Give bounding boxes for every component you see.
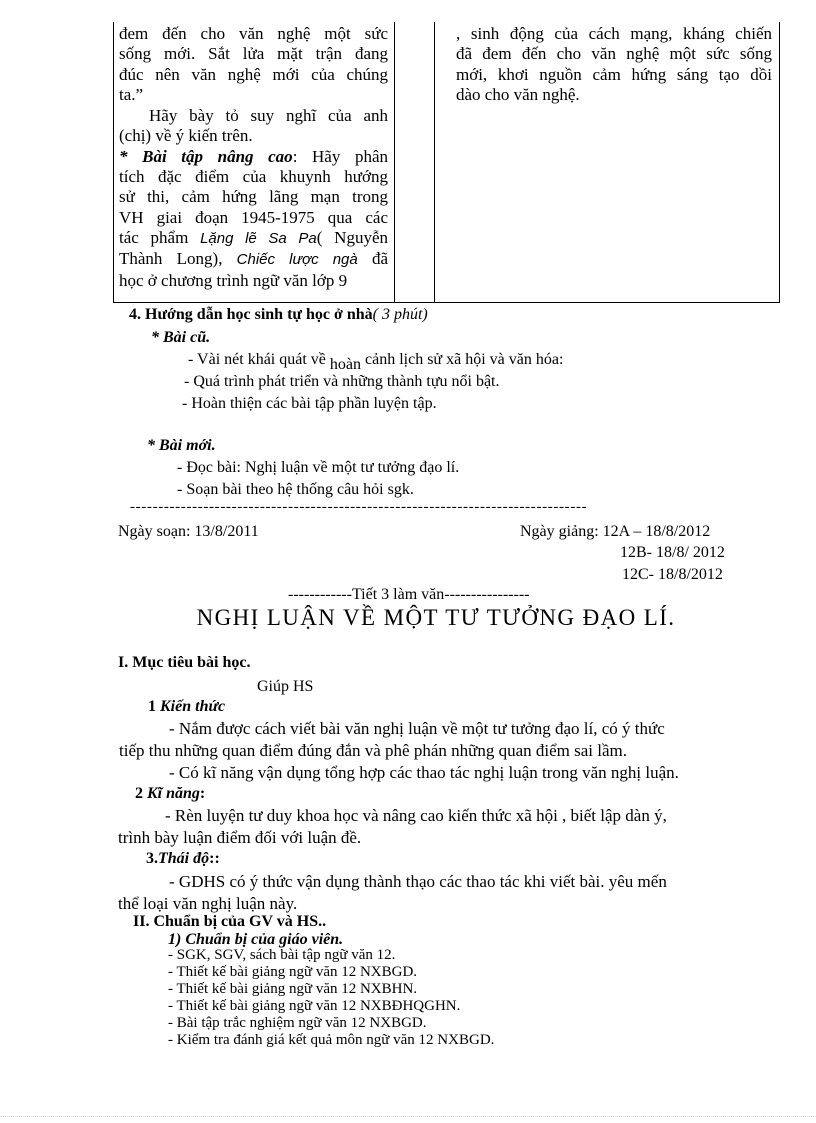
teacher-preparation-heading: 1) Chuẩn bị của giáo viên. (168, 931, 344, 948)
list-item: - Thiết kế bài giảng ngữ văn 12 NXBĐHQGHN. (168, 998, 461, 1014)
cell-line: mới, khơi nguồn cảm hứng sáng tạo dồi (456, 64, 772, 84)
attitude-text: thể loại văn nghị luận này. (118, 894, 298, 913)
cell-line: đem đến cho văn nghệ một sức (119, 24, 388, 43)
list-item: - Thiết kế bài giảng ngữ văn 12 NXBGD. (168, 964, 418, 980)
list-item: - Thiết kế bài giảng ngữ văn 12 NXBHN. (168, 981, 418, 997)
page-title: NGHỊ LUẬN VỀ MỘT TƯ TƯỞNG ĐẠO LÍ. (196, 605, 676, 630)
materials-list (168, 947, 494, 1049)
cell-line: tích đặc điểm của khuynh hướng (119, 167, 388, 187)
knowledge-text: - Có kĩ năng vận dụng tổng hợp các thao tác nghị luận trong văn nghị luận. (169, 763, 679, 782)
homework-heading: 4. Hướng dẫn học sinh tự học ở nhà( 3 phút) (129, 306, 428, 323)
cell-line: sống mới. Sắt lửa mặt trận đang (119, 44, 388, 64)
table-cell-activity (119, 24, 388, 291)
new-lesson-item: - Soạn bài theo hệ thống câu hỏi sgk. (177, 481, 414, 498)
skills-text: - Rèn luyện tư duy khoa học và nâng cao kiến thức xã hội , biết lập dàn ý, (165, 806, 667, 825)
cell-line: ta.” (119, 84, 144, 104)
knowledge-text: tiếp thu những quan điểm đúng đắn và phê phán những quan điểm sai lầm. (119, 741, 628, 760)
teach-date: 12C- 18/8/2012 (622, 566, 723, 583)
list-item: - Bài tập trắc nghiệm ngữ văn 12 NXBGD. (168, 1015, 427, 1031)
table-border-col1 (394, 22, 395, 303)
advanced-exercise-line: * Bài tập nâng cao: Hãy phân (119, 146, 388, 166)
advanced-exercise-label: * Bài tập nâng cao (119, 146, 293, 166)
table-border-left (113, 22, 114, 303)
divider: --------------------------------------------------------------------------------- (130, 499, 588, 515)
lesson-subtitle: ------------Tiết 3 làm văn---------------- (288, 586, 530, 603)
cell-line: dào cho văn nghệ. (456, 84, 580, 104)
teach-date: Ngày giảng: 12A – 18/8/2012 (520, 523, 711, 540)
cell-line: đúc nên văn nghệ mới của chúng (119, 64, 388, 84)
new-lesson-item: - Đọc bài: Nghị luận về một tư tưởng đạo lí. (177, 459, 460, 476)
cell-line: Hãy bày tỏ suy nghĩ của anh (149, 106, 388, 126)
table-cell-content (456, 24, 772, 105)
table-border-bottom (113, 302, 780, 303)
attitude-text: - GDHS có ý thức vận dụng thành thạo các thao tác khi viết bài. yêu mến (169, 872, 667, 891)
prep-date: Ngày soạn: 13/8/2011 (118, 523, 259, 540)
knowledge-text: - Nắm được cách viết bài văn nghị luận về một tư tưởng đạo lí, có ý thức (169, 719, 665, 738)
preparation-heading: II. Chuẩn bị của GV và HS.. (133, 913, 327, 930)
cell-line: (chị) về ý kiến trên. (119, 126, 253, 146)
cell-line: tác phẩm Lặng lẽ Sa Pa( Nguyễn (119, 227, 388, 247)
cell-line: học ở chương trình ngữ văn lớp 9 (119, 270, 348, 290)
old-lesson-label: * Bài cũ. (151, 329, 211, 346)
new-lesson-label: * Bài mới. (147, 437, 216, 454)
table-border-right (779, 22, 780, 303)
objectives-intro: Giúp HS (257, 678, 314, 695)
old-lesson-item: - Hoàn thiện các bài tập phần luyện tập. (182, 395, 437, 412)
list-item: - Kiểm tra đánh giá kết quả môn ngữ văn 12 NXBGD. (168, 1032, 495, 1048)
old-lesson-item: - Vài nét khái quát về hoàn cảnh lịch sử xã hội và văn hóa: (188, 351, 564, 373)
attitude-heading: 3.Thái độ:: (146, 850, 220, 867)
knowledge-heading: 1 Kiến thức (148, 698, 226, 715)
cell-line: Thành Long), Chiếc lược ngà đã (119, 249, 388, 269)
teach-date: 12B- 18/8/ 2012 (620, 544, 725, 561)
cell-line: VH giai đoạn 1945-1975 qua các (119, 207, 388, 227)
cell-line: , sinh động của cách mạng, kháng chiến (456, 24, 772, 43)
page-bottom-rule (0, 1116, 816, 1117)
skills-heading: 2 Kĩ năng: (135, 785, 206, 802)
cell-line: sử thi, cảm hứng lãng mạn trong (119, 187, 388, 207)
skills-text: trình bày luận điểm đối với luận đề. (118, 828, 362, 847)
cell-line: đã đem đến cho văn nghệ một sức sống (456, 44, 772, 64)
old-lesson-item: - Quá trình phát triển và những thành tựu nổi bật. (184, 373, 500, 390)
table-border-col2 (434, 22, 435, 303)
objectives-heading: I. Mục tiêu bài học. (118, 654, 251, 671)
work-title: Lặng lẽ Sa Pa (200, 229, 317, 247)
work-title: Chiếc lược ngà (236, 251, 358, 269)
list-item: - SGK, SGV, sách bài tập ngữ văn 12. (168, 947, 396, 963)
